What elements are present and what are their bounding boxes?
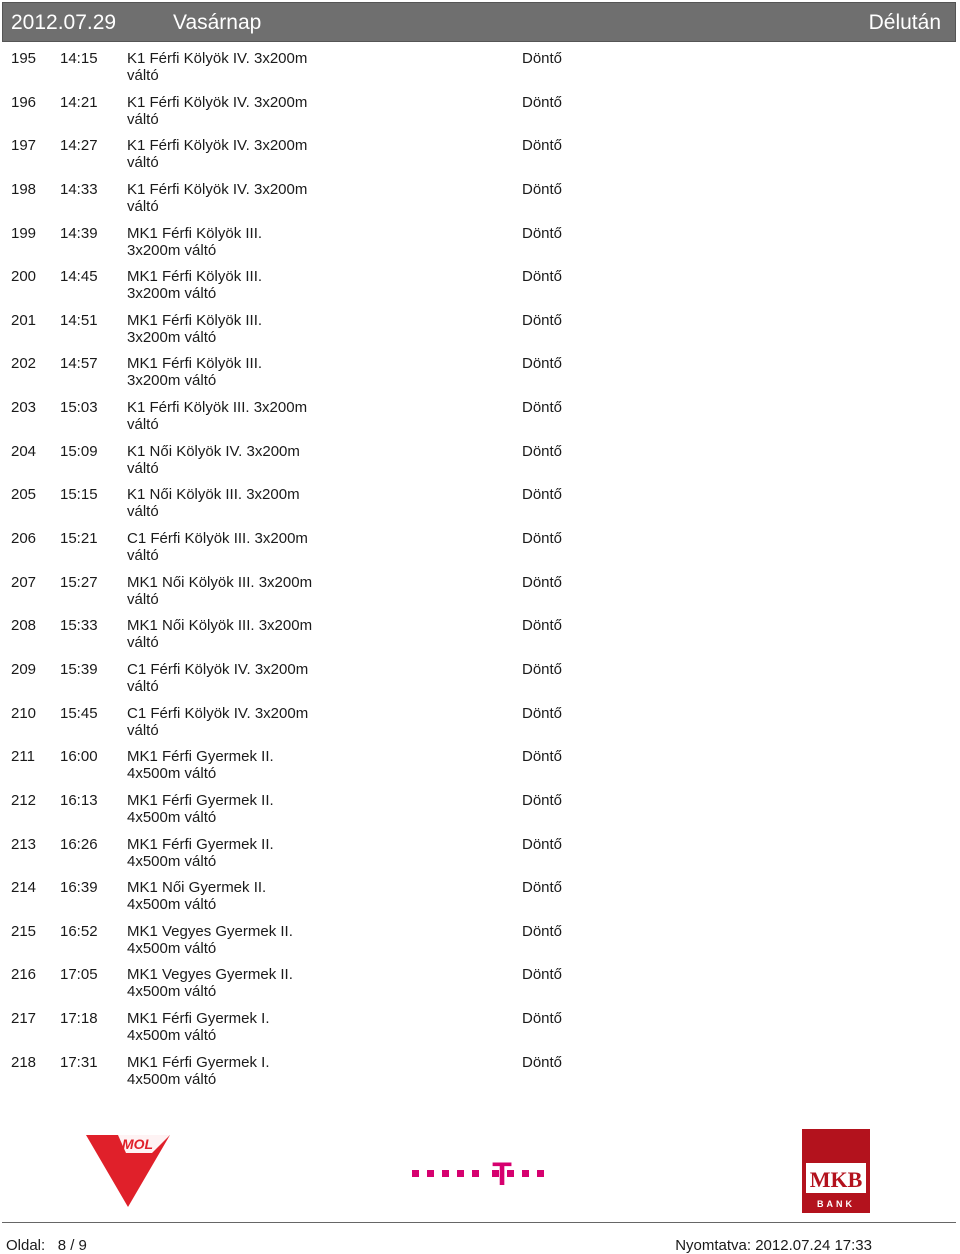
race-event-line1: MK1 Férfi Gyermek II. xyxy=(127,748,274,766)
race-phase: Döntő xyxy=(522,879,563,897)
race-time: 16:52 xyxy=(60,922,98,940)
race-time: 14:51 xyxy=(60,311,98,329)
schedule-row xyxy=(0,966,960,1010)
race-number: 216 xyxy=(11,966,37,984)
race-event-line1: MK1 Vegyes Gyermek II. xyxy=(127,922,293,940)
race-time: 16:26 xyxy=(60,835,98,853)
page-label: Oldal: xyxy=(6,1237,46,1254)
race-time: 16:13 xyxy=(60,791,98,809)
race-event-line2: 4x500m váltó xyxy=(127,808,217,826)
race-event xyxy=(127,50,332,84)
race-number: 204 xyxy=(11,442,37,460)
race-event xyxy=(127,225,332,259)
race-event-line1: MK1 Férfi Kölyök III. xyxy=(127,311,263,329)
race-time: 17:31 xyxy=(60,1053,98,1071)
race-number: 205 xyxy=(11,486,37,504)
race-event xyxy=(127,661,332,695)
schedule-row xyxy=(0,792,960,836)
race-event xyxy=(127,792,332,826)
race-phase: Döntő xyxy=(522,704,563,722)
telekom-logo-icon xyxy=(412,1153,558,1187)
race-event-line2: váltó xyxy=(127,110,159,128)
race-phase: Döntő xyxy=(522,922,563,940)
race-number: 210 xyxy=(11,704,37,722)
schedule-row xyxy=(0,225,960,269)
race-event-line2: váltó xyxy=(127,503,159,521)
race-event-line1: MK1 Férfi Gyermek I. xyxy=(127,1010,270,1028)
race-phase: Döntő xyxy=(522,791,563,809)
race-event-line1: K1 Női Kölyök III. 3x200m xyxy=(127,486,300,504)
race-phase: Döntő xyxy=(522,311,563,329)
schedule-row xyxy=(0,836,960,880)
race-number: 202 xyxy=(11,355,37,373)
race-phase: Döntő xyxy=(522,835,563,853)
race-event-line1: K1 Férfi Kölyök IV. 3x200m xyxy=(127,50,308,67)
race-event xyxy=(127,923,332,957)
race-phase: Döntő xyxy=(522,966,563,984)
race-number: 208 xyxy=(11,617,37,635)
race-event-line2: 3x200m váltó xyxy=(127,285,217,303)
race-number: 213 xyxy=(11,835,37,853)
race-time: 15:27 xyxy=(60,573,98,591)
schedule-row xyxy=(0,923,960,967)
schedule-row xyxy=(0,879,960,923)
race-event xyxy=(127,486,332,520)
schedule-row xyxy=(0,399,960,443)
race-event-line1: C1 Férfi Kölyök IV. 3x200m xyxy=(127,704,309,722)
schedule-row xyxy=(0,1054,960,1098)
page-header xyxy=(2,2,956,42)
race-event-line2: 4x500m váltó xyxy=(127,939,217,957)
schedule-row xyxy=(0,1010,960,1054)
schedule-row xyxy=(0,574,960,618)
schedule-list xyxy=(0,50,960,1097)
print-timestamp xyxy=(675,1237,872,1254)
race-time: 14:39 xyxy=(60,224,98,242)
race-event-line1: K1 Női Kölyök IV. 3x200m xyxy=(127,442,300,460)
race-phase: Döntő xyxy=(522,180,563,198)
schedule-row xyxy=(0,530,960,574)
schedule-row xyxy=(0,268,960,312)
race-event xyxy=(127,966,332,1000)
race-event xyxy=(127,879,332,913)
race-event xyxy=(127,355,332,389)
race-event-line2: 4x500m váltó xyxy=(127,983,217,1001)
race-event-line2: váltó xyxy=(127,197,159,215)
schedule-row xyxy=(0,355,960,399)
race-number: 217 xyxy=(11,1010,37,1028)
mol-logo-icon xyxy=(86,1135,170,1207)
race-event-line2: váltó xyxy=(127,154,159,172)
race-event xyxy=(127,530,332,564)
header-date: 2012.07.29 xyxy=(11,11,117,34)
schedule-row xyxy=(0,748,960,792)
race-time: 15:45 xyxy=(60,704,98,722)
race-number: 199 xyxy=(11,224,37,242)
race-number: 203 xyxy=(11,399,37,417)
race-time: 15:03 xyxy=(60,399,98,417)
race-phase: Döntő xyxy=(522,442,563,460)
race-event-line1: K1 Férfi Kölyök IV. 3x200m xyxy=(127,180,308,198)
race-event-line2: váltó xyxy=(127,590,159,608)
race-number: 196 xyxy=(11,93,37,111)
race-event-line2: váltó xyxy=(127,67,159,84)
race-number: 211 xyxy=(11,748,35,766)
race-time: 15:39 xyxy=(60,660,98,678)
page-footer xyxy=(2,1222,956,1253)
race-phase: Döntő xyxy=(522,660,563,678)
race-number: 214 xyxy=(11,879,37,897)
schedule-row xyxy=(0,443,960,487)
race-time: 17:18 xyxy=(60,1010,98,1028)
race-event xyxy=(127,268,332,302)
race-phase: Döntő xyxy=(522,355,563,373)
race-event-line1: MK1 Férfi Gyermek II. xyxy=(127,791,274,809)
race-event xyxy=(127,1010,332,1044)
race-time: 14:33 xyxy=(60,180,98,198)
race-event-line2: 3x200m váltó xyxy=(127,328,217,346)
race-phase: Döntő xyxy=(522,530,563,548)
header-day-part: Délután xyxy=(868,11,941,34)
race-event-line2: 4x500m váltó xyxy=(127,1027,217,1045)
mkb-logo-sub: BANK xyxy=(817,1199,855,1209)
race-time: 17:05 xyxy=(60,966,98,984)
race-phase: Döntő xyxy=(522,50,563,67)
race-event-line2: váltó xyxy=(127,721,159,739)
race-event-line1: MK1 Férfi Kölyök III. xyxy=(127,224,263,242)
print-value: 2012.07.24 17:33 xyxy=(755,1237,872,1254)
schedule-row xyxy=(0,181,960,225)
race-time: 16:39 xyxy=(60,879,98,897)
race-time: 15:21 xyxy=(60,530,98,548)
race-event-line1: K1 Férfi Kölyök III. 3x200m xyxy=(127,399,308,417)
race-event-line1: K1 Férfi Kölyök IV. 3x200m xyxy=(127,93,308,111)
page-value: 8 / 9 xyxy=(57,1237,87,1254)
race-event-line2: 4x500m váltó xyxy=(127,765,217,783)
race-event-line1: MK1 Női Kölyök III. 3x200m xyxy=(127,617,313,635)
race-event xyxy=(127,705,332,739)
race-event-line1: C1 Férfi Kölyök IV. 3x200m xyxy=(127,660,309,678)
schedule-row xyxy=(0,705,960,749)
race-event-line2: váltó xyxy=(127,677,159,695)
race-number: 209 xyxy=(11,660,37,678)
race-time: 14:45 xyxy=(60,268,98,286)
race-event-line1: MK1 Női Kölyök III. 3x200m xyxy=(127,573,313,591)
race-event-line2: 3x200m váltó xyxy=(127,372,217,390)
race-event xyxy=(127,312,332,346)
race-event-line2: váltó xyxy=(127,547,159,565)
race-event-line1: MK1 Férfi Kölyök III. xyxy=(127,355,263,373)
page-indicator xyxy=(6,1237,87,1254)
race-event xyxy=(127,1054,332,1088)
race-event-line1: MK1 Férfi Gyermek II. xyxy=(127,835,274,853)
race-time: 14:21 xyxy=(60,93,98,111)
race-number: 201 xyxy=(11,311,37,329)
race-phase: Döntő xyxy=(522,1010,563,1028)
race-number: 218 xyxy=(11,1053,37,1071)
schedule-row xyxy=(0,661,960,705)
race-time: 15:15 xyxy=(60,486,98,504)
race-phase: Döntő xyxy=(522,486,563,504)
race-number: 207 xyxy=(11,573,37,591)
race-event xyxy=(127,443,332,477)
race-phase: Döntő xyxy=(522,137,563,155)
schedule-row xyxy=(0,486,960,530)
race-event-line1: MK1 Férfi Gyermek I. xyxy=(127,1053,270,1071)
race-number: 215 xyxy=(11,922,37,940)
mol-logo-text: MOL xyxy=(122,1136,154,1152)
race-time: 14:15 xyxy=(60,50,98,67)
race-number: 195 xyxy=(11,50,37,67)
telekom-logo-text: T xyxy=(492,1156,512,1187)
mkb-bank-logo-icon xyxy=(802,1129,870,1213)
race-time: 16:00 xyxy=(60,748,98,766)
schedule-row xyxy=(0,312,960,356)
race-number: 200 xyxy=(11,268,37,286)
race-phase: Döntő xyxy=(522,224,563,242)
race-phase: Döntő xyxy=(522,748,563,766)
print-label: Nyomtatva: xyxy=(675,1237,752,1254)
race-phase: Döntő xyxy=(522,617,563,635)
race-phase: Döntő xyxy=(522,268,563,286)
race-event-line2: 4x500m váltó xyxy=(127,896,217,914)
race-number: 206 xyxy=(11,530,37,548)
race-number: 212 xyxy=(11,791,37,809)
race-time: 15:33 xyxy=(60,617,98,635)
race-event xyxy=(127,399,332,433)
race-phase: Döntő xyxy=(522,399,563,417)
race-event xyxy=(127,617,332,651)
race-event-line1: K1 Férfi Kölyök IV. 3x200m xyxy=(127,137,308,155)
race-event-line2: váltó xyxy=(127,459,159,477)
race-event xyxy=(127,836,332,870)
race-event-line2: váltó xyxy=(127,634,159,652)
race-event-line2: 4x500m váltó xyxy=(127,1070,217,1088)
schedule-row xyxy=(0,137,960,181)
race-event xyxy=(127,748,332,782)
race-event-line1: MK1 Vegyes Gyermek II. xyxy=(127,966,293,984)
schedule-row xyxy=(0,617,960,661)
race-event-line2: váltó xyxy=(127,416,159,434)
sponsor-logos xyxy=(0,1125,960,1215)
schedule-row xyxy=(0,94,960,138)
race-event xyxy=(127,574,332,608)
race-time: 14:27 xyxy=(60,137,98,155)
schedule-row xyxy=(0,50,960,94)
race-event-line1: C1 Férfi Kölyök III. 3x200m xyxy=(127,530,308,548)
mkb-logo-text: MKB xyxy=(809,1167,863,1192)
race-time: 15:09 xyxy=(60,442,98,460)
header-day: Vasárnap xyxy=(173,11,262,34)
race-event xyxy=(127,137,332,171)
race-phase: Döntő xyxy=(522,93,563,111)
race-event-line1: MK1 Férfi Kölyök III. xyxy=(127,268,263,286)
race-event xyxy=(127,94,332,128)
race-event-line2: 4x500m váltó xyxy=(127,852,217,870)
race-number: 197 xyxy=(11,137,37,155)
race-time: 14:57 xyxy=(60,355,98,373)
race-phase: Döntő xyxy=(522,573,563,591)
race-number: 198 xyxy=(11,180,37,198)
race-event xyxy=(127,181,332,215)
race-phase: Döntő xyxy=(522,1053,563,1071)
race-event-line1: MK1 Női Gyermek II. xyxy=(127,879,267,897)
race-event-line2: 3x200m váltó xyxy=(127,241,217,259)
